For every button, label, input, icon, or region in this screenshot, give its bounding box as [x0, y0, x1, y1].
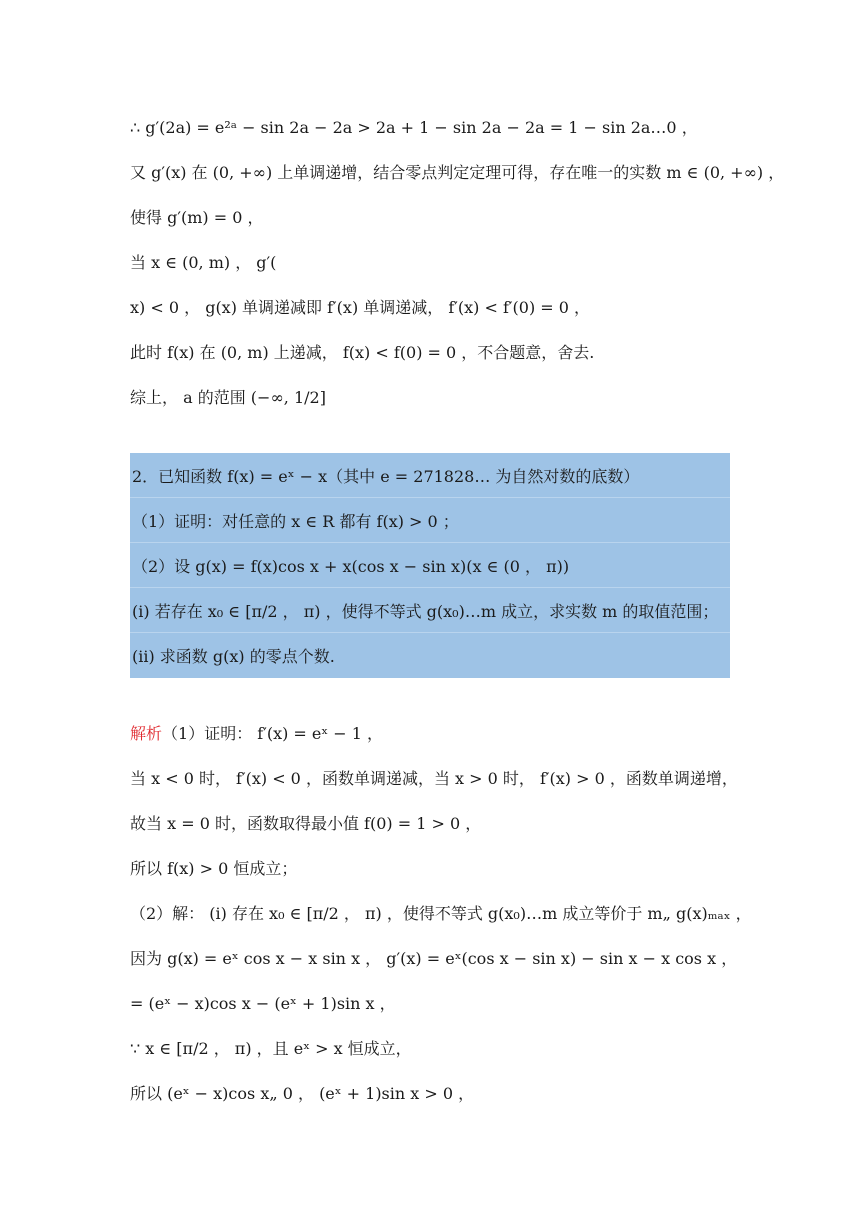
problem-part-2: （2）设 g(x) = f(x)cos x + x(cos x − sin x)(x ∈ (0 ， π)) — [130, 543, 730, 588]
problem-part-2-i: (i) 若存在 x₀ ∈ [π/2 ， π) ，使得不等式 g(x₀)…m 成立，求实数 m 的取值范围； — [130, 588, 730, 633]
top-line-6: 此时 f(x) 在 (0, m) 上递减， f(x) < f(0) = 0 ，不合题意，舍去. — [130, 343, 595, 362]
problem-statement: 2．已知函数 f(x) = eˣ − x（其中 e = 271828… 为自然对数的底数） — [130, 453, 730, 498]
top-line-4: 当 x ∈ (0, m) ， g′( — [130, 253, 277, 272]
top-line-1: ∴ g′(2a) = e²ᵃ − sin 2a − 2a > 2a + 1 − sin 2a − 2a = 1 − sin 2a…0 ， — [130, 118, 698, 137]
top-line-7: 综上， a 的范围 (−∞, 1/2] — [130, 388, 326, 407]
solution-line-5: （2）解： (i) 存在 x₀ ∈ [π/2 ， π) ，使得不等式 g(x₀)…m 成立等价于 m„ g(x)ₘₐₓ ， — [130, 904, 752, 923]
solution-line-3: 故当 x = 0 时，函数取得最小值 f(0) = 1 > 0 ， — [130, 814, 482, 833]
solution-line-6: 因为 g(x) = eˣ cos x − x sin x ， g′(x) = eˣ(cos x − sin x) − sin x − x cos x ， — [130, 949, 738, 968]
top-line-2: 又 g′(x) 在 (0, +∞) 上单调递增，结合零点判定定理可得，存在唯一的实数 m ∈ (0, +∞) ， — [130, 163, 785, 182]
solution-line-8: ∵ x ∈ [π/2 ， π) ，且 eˣ > x 恒成立， — [130, 1039, 412, 1058]
top-line-3: 使得 g′(m) = 0 ， — [130, 208, 264, 227]
problem-part-2-ii: (ii) 求函数 g(x) 的零点个数. — [132, 647, 335, 666]
solution-line-9: 所以 (eˣ − x)cos x„ 0 ， (eˣ + 1)sin x > 0 ， — [130, 1084, 475, 1103]
solution-line-4: 所以 f(x) > 0 恒成立； — [130, 859, 298, 878]
problem-part-1: （1）证明：对任意的 x ∈ R 都有 f(x) > 0 ； — [130, 498, 730, 543]
solution-line-7: = (eˣ − x)cos x − (eˣ + 1)sin x ， — [130, 994, 396, 1013]
solution-line-2: 当 x < 0 时， f′(x) < 0 ，函数单调递减，当 x > 0 时， f′(x) > 0 ，函数单调递增， — [130, 769, 738, 788]
top-line-5: x) < 0 ， g(x) 单调递减即 f′(x) 单调递减， f′(x) < f′(0) = 0 ， — [130, 298, 591, 317]
solution-line-1 — [130, 723, 820, 745]
solution-label: 解析 — [130, 724, 163, 743]
problem-box — [130, 453, 730, 678]
solution-line-1-text: （1）证明： f′(x) = eˣ − 1 ， — [162, 724, 384, 743]
